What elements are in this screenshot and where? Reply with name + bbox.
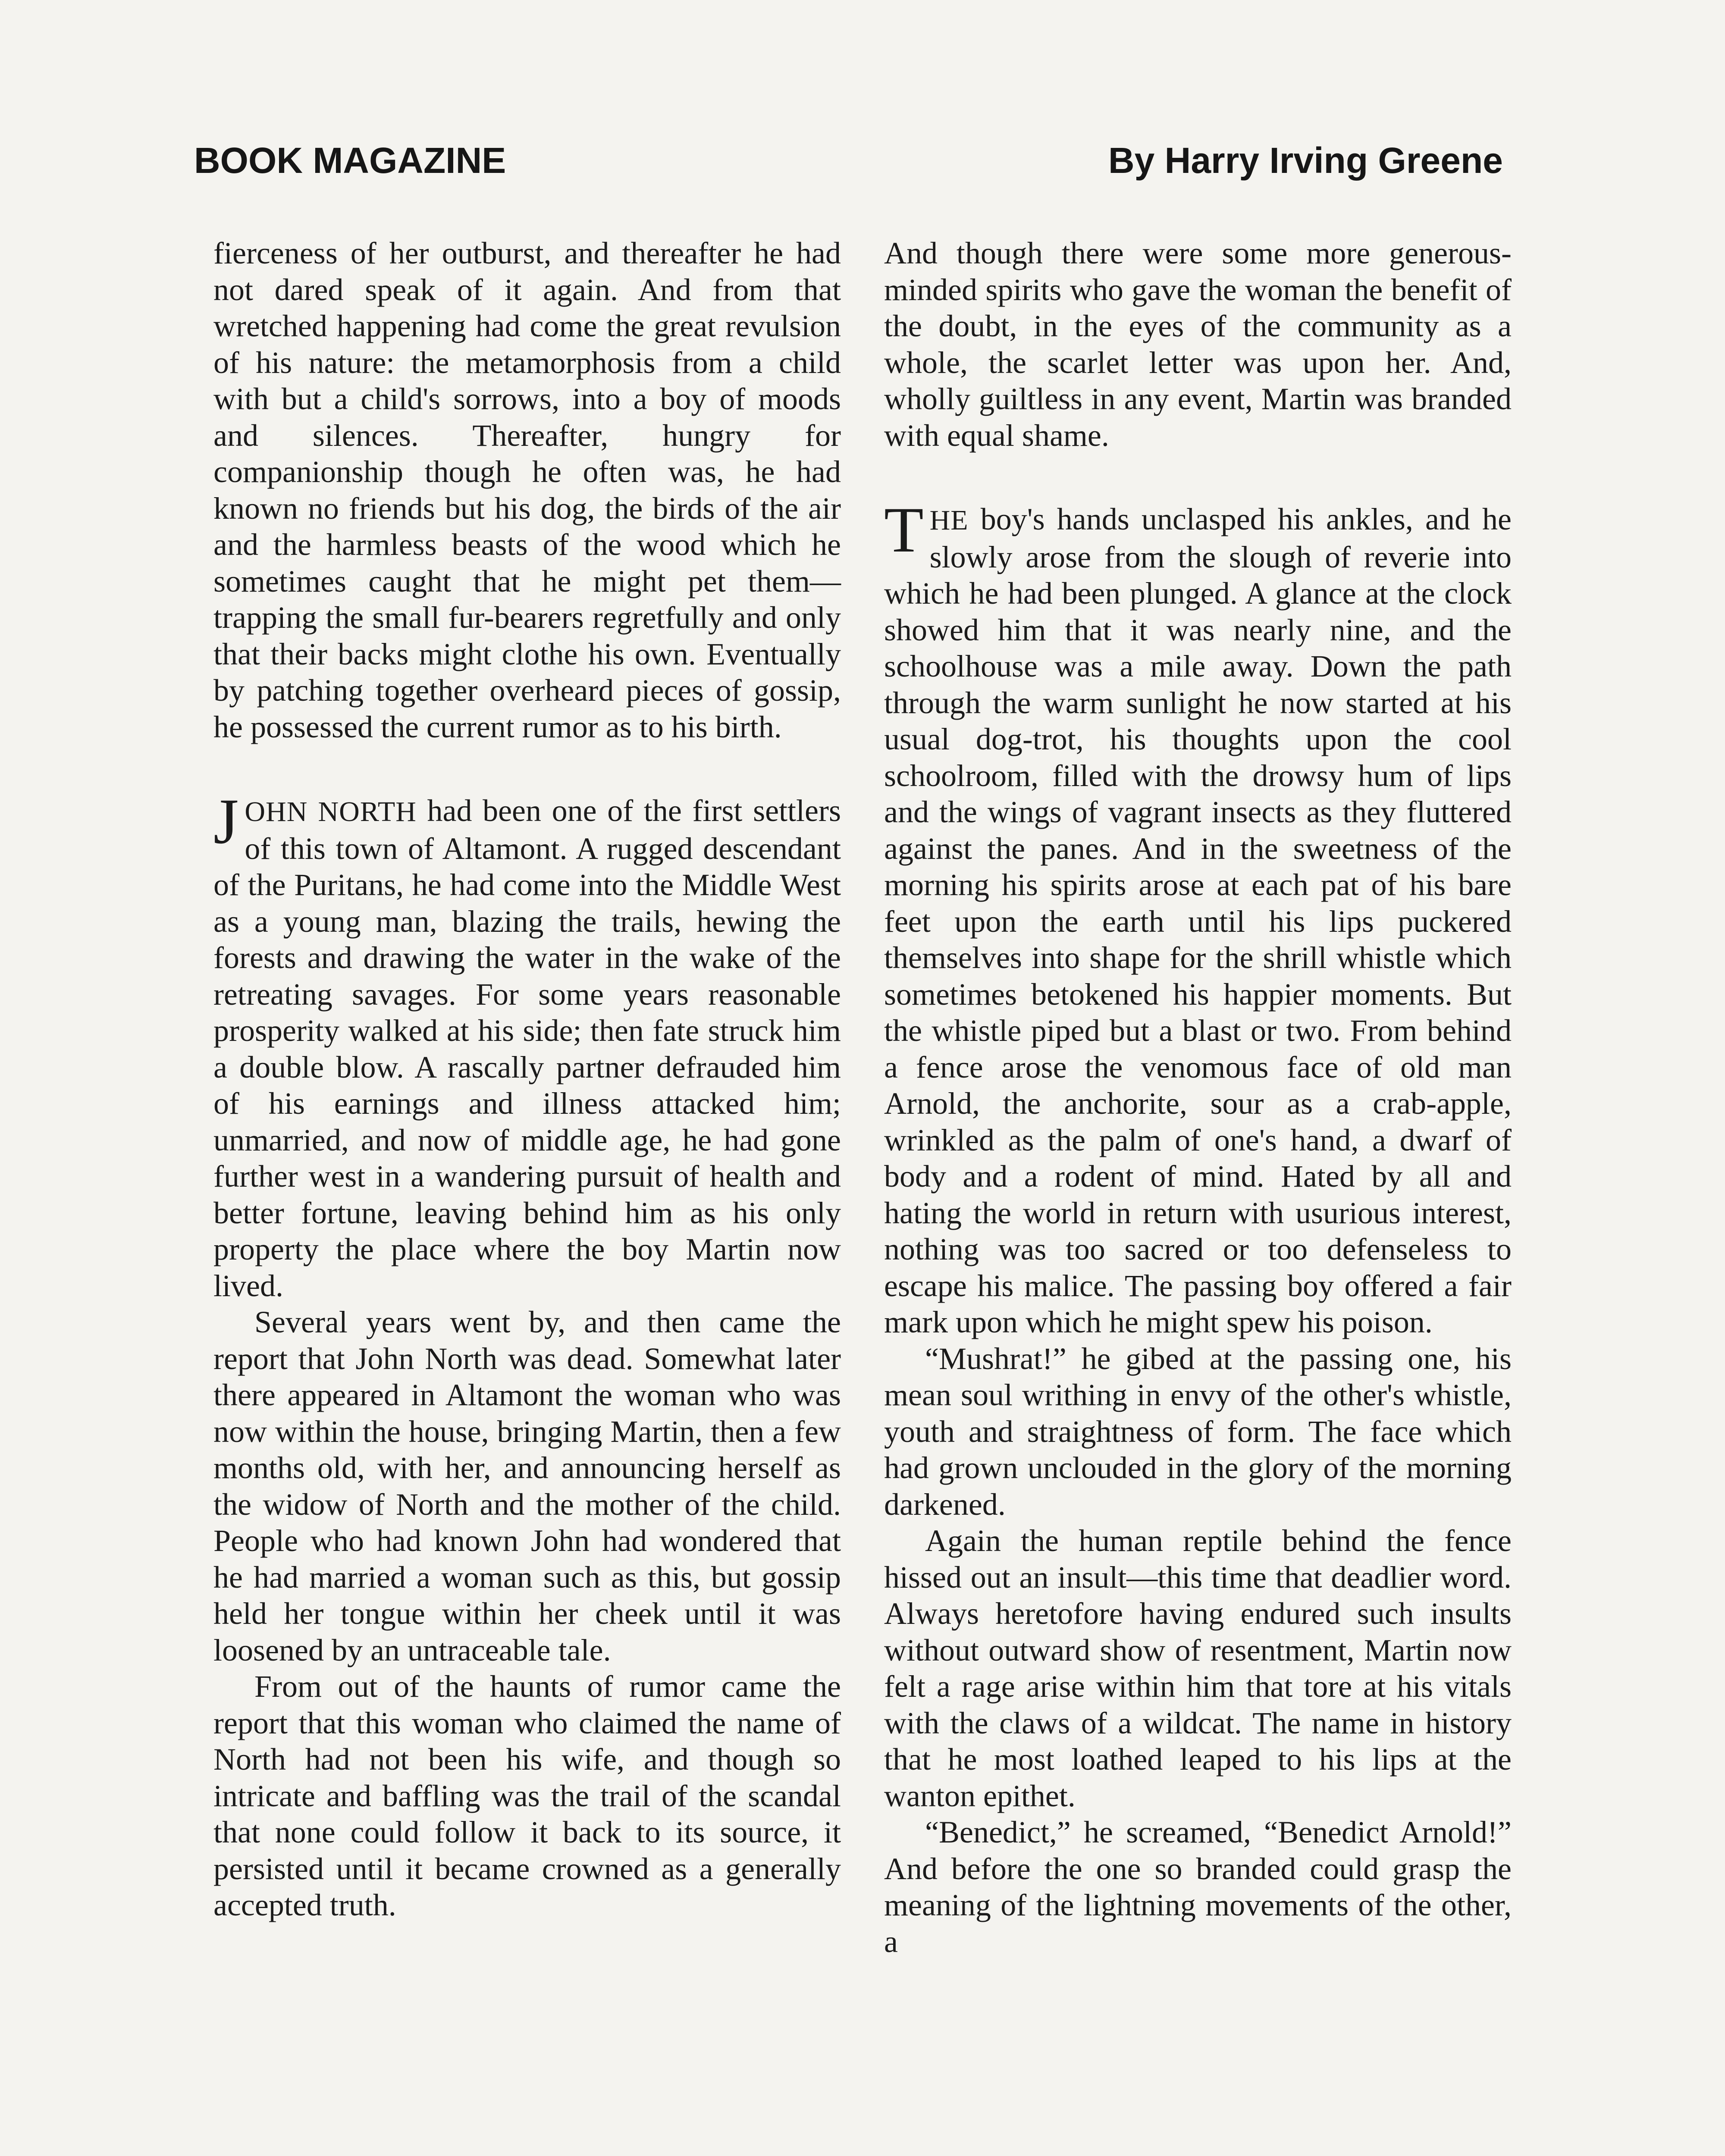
paragraph-text: had been one of the first settlers of this town of Altamont. A rugged descendant of the Puritans, he had come into the Middle West as a young man, blazing the trails, hewing the forests and drawing the water in the wake of the retreating savages. For some years reasonable prosperity walked at his side; then fate struck him a double blow. A rascally partner defrauded him of his earnings and illness attacked him; unmarried, and now of middle age, he had gone further west in a wandering pursuit of health and better fortune, leaving behind him as his only property the place where the boy Martin now lived. [213,793,841,1303]
paragraph: And though there were some more generous-minded spirits who gave the woman the benefit of the doubt, in the eyes of the community as a whole, the scarlet letter was upon her. And, wholly guiltless in any event, Martin was branded with equal shame. [884,236,1512,453]
paragraph: “Benedict,” he screamed, “Benedict Arnold!” And before the one so branded could grasp the meaning of the lightning movements of the other, a [884,1815,1512,1959]
drop-cap: T [884,494,924,566]
text-column-left [213,235,841,1924]
paragraph-section-start [884,494,1512,1341]
small-caps-lead: OHN NORTH [245,796,417,827]
paragraph: fierceness of her outburst, and thereafter he had not dared speak of it again. And from that wretched happening had come the great revulsion of his nature: the metamorphosis from a child with but a child's sorrows, into a boy of moods and silences. Thereafter, hungry for companionship though he often was, he had known no friends but his dog, the birds of the air and the harmless beasts of the wood which he sometimes caught that he might pet them—trapping the small fur-bearers regretfully and only that their backs might clothe his own. Eventually by patching together overheard pieces of gossip, he possessed the current rumor as to his birth. [213,236,841,744]
paragraph: From out of the haunts of rumor came the report that this woman who claimed the name of North had not been his wife, and though so intricate and baffling was the trail of the scandal that none could follow it back to its source, it persisted until it became crowned as a generally accepted truth. [213,1669,841,1922]
running-head-publication: BOOK MAGAZINE [194,140,506,181]
paragraph-section-start [213,786,841,1304]
drop-cap: J [213,786,239,857]
text-column-right [884,235,1512,1960]
small-caps-lead: HE [929,505,969,536]
paragraph: Again the human reptile behind the fence hissed out an insult—this time that deadlier word. Always heretofore having endured such insults without outward show of resentment, Martin now felt a rage arise within him that tore at his vitals with the claws of a wildcat. The name in history that he most loathed leaped to his lips at the wanton epithet. [884,1523,1512,1813]
paragraph: “Mushrat!” he gibed at the passing one, his mean soul writhing in envy of the other's whistle, youth and straightness of form. The face which had grown unclouded in the glory of the morning darkened. [884,1341,1512,1522]
running-head-author: By Harry Irving Greene [1108,140,1503,181]
paragraph-text: boy's hands unclasped his ankles, and he slowly arose from the slough of reverie into which he had been plunged. A glance at the clock showed him that it was nearly nine, and the schoolhouse was a mile away. Down the path through the warm sunlight he now started at his usual dog-trot, his thoughts upon the cool schoolroom, filled with the drowsy hum of lips and the wings of vagrant insects as they fluttered against the panes. And in the sweetness of the morning his spirits arose at each pat of his bare feet upon the earth until his lips puckered themselves into shape for the shrill whistle which sometimes betokened his happier moments. But the whistle piped but a blast or two. From behind a fence arose the venomous face of old man Arnold, the anchorite, sour as a crab-apple, wrinkled as the palm of one's hand, a dwarf of body and a rodent of mind. Hated by all and hating the world in return with usurious interest, nothing was too sacred or too defenseless to escape his malice. The passing boy offered a fair mark upon which he might spew his poison. [884,502,1512,1339]
paragraph: Several years went by, and then came the report that John North was dead. Somewhat later there appeared in Altamont the woman who was now within the house, bringing Martin, then a few months old, with her, and announcing herself as the widow of North and the mother of the child. People who had known John had wondered that he had married a woman such as this, but gossip held her tongue within her cheek until it was loosened by an untraceable tale. [213,1305,841,1667]
